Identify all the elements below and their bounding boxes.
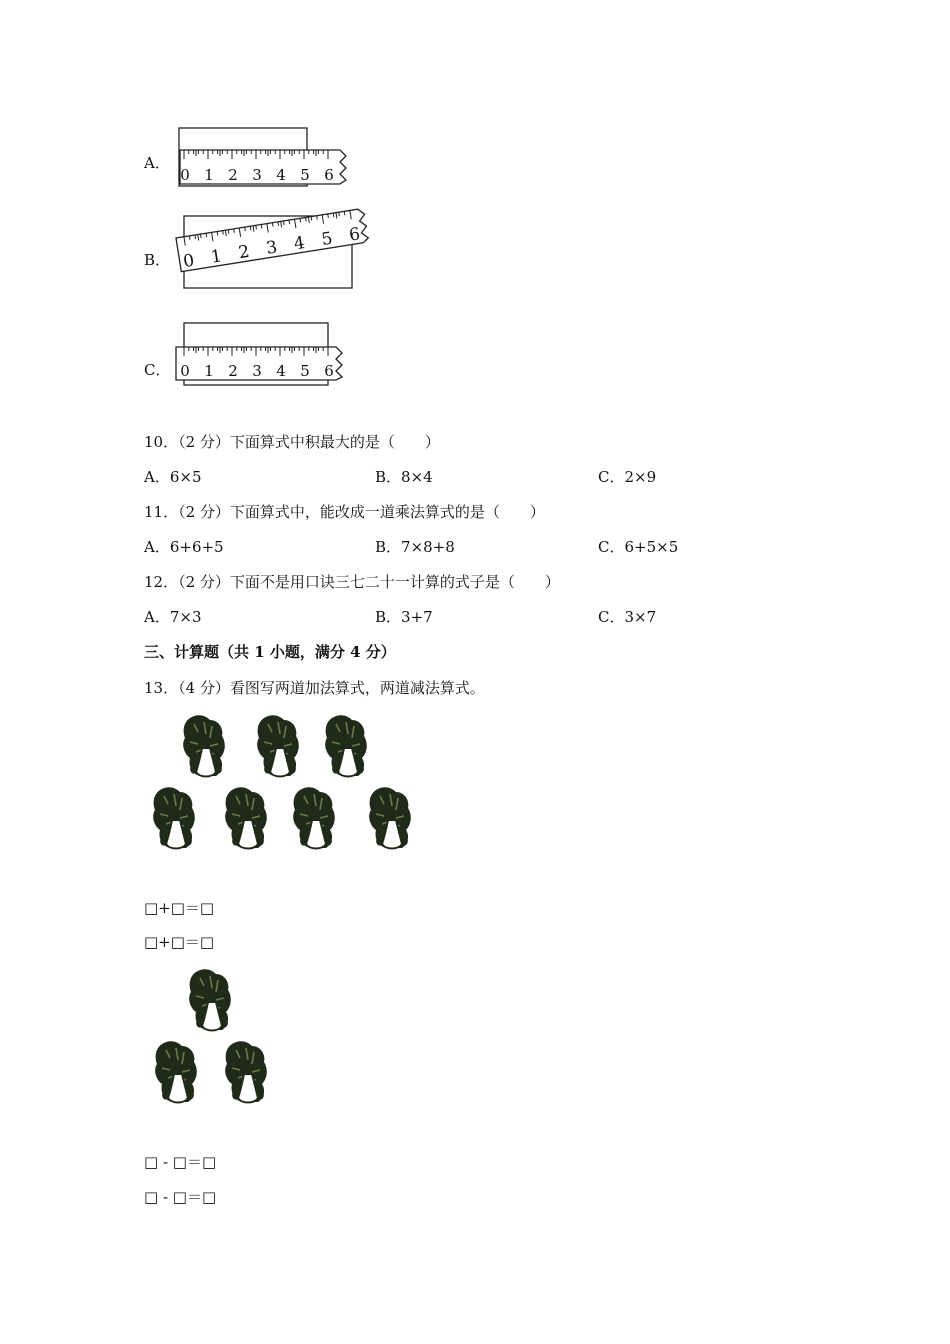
cabbage-icon — [218, 784, 274, 856]
cabbage-icon — [318, 712, 374, 784]
section-heading: 三、计算题（共 1 小题，满分 4 分） — [144, 643, 396, 661]
q11-stem: 11．（2 分）下面算式中，能改成一道乘法算式的是（ ） — [144, 503, 545, 521]
tick-label: 1 — [204, 362, 214, 380]
tick-label: 5 — [300, 166, 310, 184]
addition-equation-2[interactable]: □+□＝□ — [144, 933, 215, 951]
addition-equation-1[interactable]: □+□＝□ — [144, 899, 215, 917]
option-letter: B． — [144, 251, 171, 269]
cabbage-icon — [286, 784, 342, 856]
ruler-figure-c — [172, 320, 352, 388]
cabbage-icon — [250, 712, 306, 784]
subtraction-equation-1[interactable]: □ - □＝□ — [144, 1153, 217, 1171]
ruler-figure-a — [172, 126, 352, 194]
q12-stem: 12．（2 分）下面不是用口诀三七二十一计算的式子是（ ） — [144, 573, 560, 591]
ruler-figure-b — [172, 210, 377, 294]
tick-label: 3 — [264, 237, 279, 259]
tick-label: 0 — [180, 166, 190, 184]
cabbage-icon — [148, 1038, 204, 1110]
tick-label: 6 — [347, 224, 362, 246]
tick-label: 4 — [276, 362, 286, 380]
tick-label: 0 — [181, 250, 196, 273]
q11-option-b[interactable]: B．7×8+8 — [375, 538, 455, 556]
tick-label: 1 — [204, 166, 214, 184]
q12-option-b[interactable]: B．3+7 — [375, 608, 433, 626]
q10-option-c[interactable]: C．2×9 — [598, 468, 657, 486]
cabbage-icon — [146, 784, 202, 856]
tick-label: 5 — [320, 228, 334, 251]
tick-label: 2 — [228, 362, 238, 380]
tick-label: 4 — [292, 233, 307, 255]
cabbage-icon — [176, 712, 232, 784]
tick-label: 5 — [300, 362, 310, 380]
tick-label: 6 — [324, 362, 334, 380]
tick-label: 2 — [237, 241, 252, 264]
q10-option-b[interactable]: B．8×4 — [375, 468, 433, 486]
q12-option-a[interactable]: A．7×3 — [144, 608, 202, 626]
q13-stem: 13．（4 分）看图写两道加法算式，两道减法算式。 — [144, 679, 485, 697]
q10-stem: 10．（2 分）下面算式中积最大的是（ ） — [144, 433, 440, 451]
tick-label: 0 — [180, 362, 190, 380]
subtraction-equation-2[interactable]: □ - □＝□ — [144, 1188, 217, 1206]
option-letter: C． — [144, 361, 171, 379]
option-letter: A． — [144, 154, 170, 172]
tick-label: 1 — [209, 246, 224, 268]
tick-label: 2 — [228, 166, 238, 184]
tick-label: 3 — [252, 166, 262, 184]
tick-label: 4 — [276, 166, 286, 184]
tick-label: 3 — [252, 362, 262, 380]
cabbage-icon — [182, 966, 238, 1038]
q10-option-a[interactable]: A．6×5 — [144, 468, 202, 486]
cabbage-icon — [362, 784, 418, 856]
tick-label: 6 — [324, 166, 334, 184]
q11-option-c[interactable]: C．6+5×5 — [598, 538, 679, 556]
q12-option-c[interactable]: C．3×7 — [598, 608, 657, 626]
cabbage-icon — [218, 1038, 274, 1110]
q11-option-a[interactable]: A．6+6+5 — [144, 538, 224, 556]
